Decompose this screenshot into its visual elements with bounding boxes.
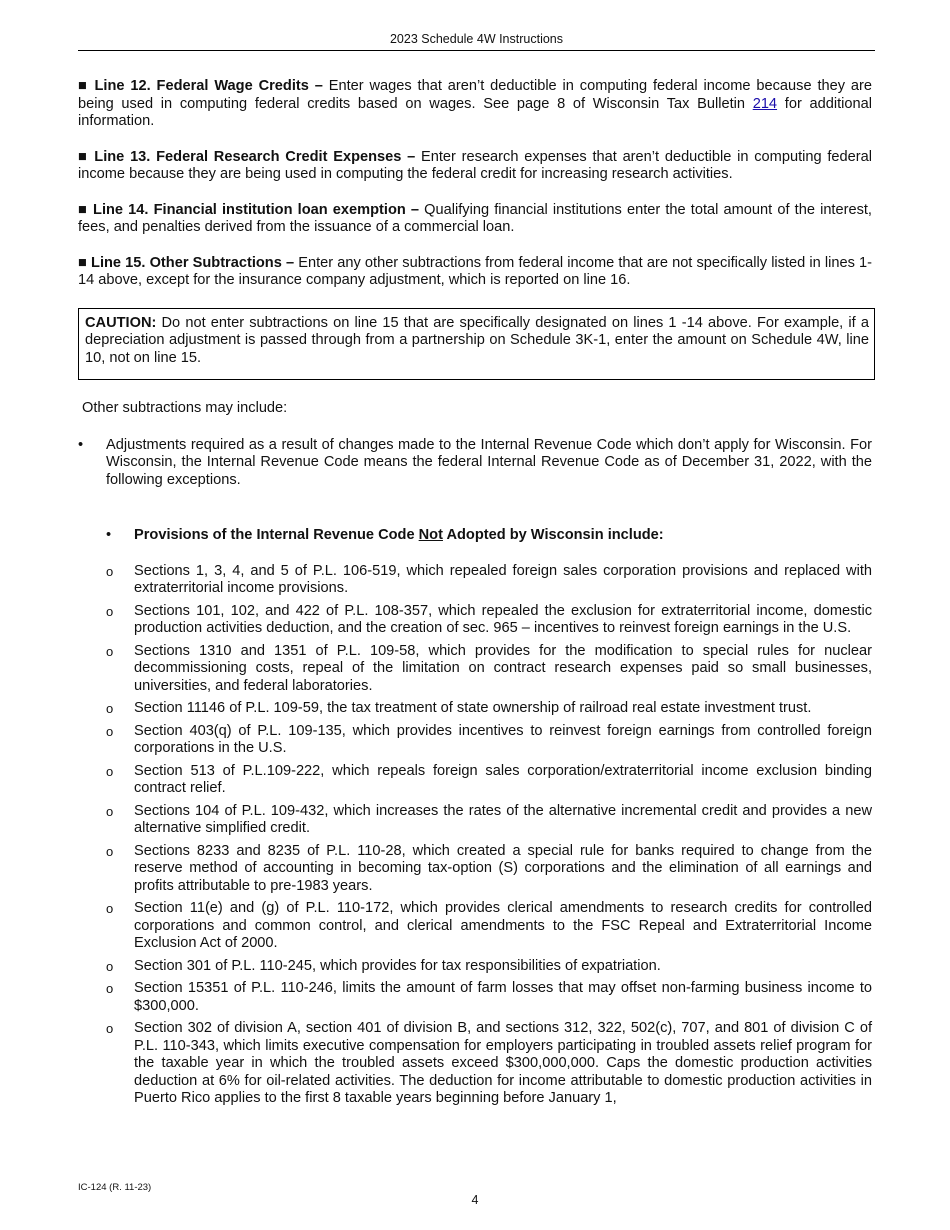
circle-bullet-icon: o (106, 563, 114, 579)
irc-adjustments-bullet (78, 437, 872, 490)
line-12-text: Enter wages that aren’t deductible in computing federal income because they are being used in computing federal credits based on wages. See page 8 of Wisconsin Tax Bulletin (78, 78, 872, 112)
list-item: o Section 301 of P.L. 110-245, which provides for tax responsibilities of expatriation. (106, 957, 661, 974)
other-subtractions-intro: Other subtractions may include: (82, 400, 288, 416)
page-number: 4 (471, 1193, 479, 1207)
circle-bullet-icon: o (106, 1021, 114, 1036)
list-item: o Section 513 of P.L.109-222, which repeals foreign sales corporation/extraterritorial income exclusion binding contract relief. (106, 762, 872, 796)
list-item: o Sections 101, 102, and 422 of P.L. 108-357, which repealed the exclusion for extraterritorial income, domestic production activities deduction, and the creation of sec. 965 – incentives to reinvest foreign earnings in the U.S. (106, 602, 872, 636)
heading-underlined-word: Not (418, 527, 443, 543)
heading-part-1: Provisions of the Internal Revenue Code (134, 527, 419, 543)
bullet-mark: • (78, 436, 84, 453)
bullet-mark: • (106, 527, 112, 543)
caution-label: CAUTION: (85, 314, 157, 331)
line-14-text: Qualifying financial institutions enter the total amount of the interest, fees, and penalties derived from the issuance of a commercial loan. (78, 201, 872, 235)
document-body (78, 78, 872, 1113)
list-item: o Sections 8233 and 8235 of P.L. 110-28, which created a special rule for banks required to change from the reserve method of accounting in becoming tax-option (S) corporations and the elimination of all earnings and profits attributable to pre-1983 years. (106, 842, 872, 894)
caution-box (78, 308, 875, 381)
list-item: o Section 403(q) of P.L. 109-135, which provides incentives to reinvest foreign earnings from controlled foreign corporations in the U.S. (106, 722, 872, 756)
line-14-label: ■ Line 14. Financial institution loan exemption – (78, 201, 420, 218)
list-item: o Section 11146 of P.L. 109-59, the tax treatment of state ownership of railroad real estate investment trust. (106, 700, 812, 716)
not-adopted-heading (78, 527, 872, 545)
tax-bulletin-214-link[interactable]: 214 (752, 95, 778, 112)
circle-bullet-icon: o (106, 901, 114, 916)
line-12-paragraph (78, 78, 872, 131)
line-13-text: Enter research expenses that aren’t deductible in computing federal income because they are being used in computing the federal credit for increasing research activities. (78, 148, 872, 182)
circle-bullet-icon: o (106, 958, 114, 974)
circle-bullet-icon: o (106, 603, 114, 619)
circle-bullet-icon: o (106, 803, 114, 819)
form-id: IC-124 (R. 11-23) (78, 1182, 152, 1193)
list-item: o Sections 1310 and 1351 of P.L. 109-58, which provides for the modification to special rules for nuclear decommissioning costs, repeal of the limitation on contract research expenses paid so small businesses, universities, and federal laboratories. (106, 642, 872, 694)
list-item: o Section 15351 of P.L. 110-246, limits the amount of farm losses that may offset non-farming business income to $300,000. (106, 980, 872, 1014)
list-item: o Section 302 of division A, section 401 of division B, and sections 312, 322, 502(c), 707, and 801 of division C of P.L. 110-343, which limits executive compensation for employers participating in troubled assets relief program for the taxable year in which the troubled assets exceed $300,000,000. Caps the domestic production activities deduction at 6% for oil-related activities. The deduction for income attributable to domestic production activities in Puerto Rico applies to the first 8 taxable years beginning before January 1, (106, 1020, 872, 1106)
line-14-paragraph (78, 202, 872, 237)
line-15-text: Enter any other subtractions from federal income that are not specifically listed in lines 1-14 above, except for the insurance company adjustment, which is reported on line 16. (78, 254, 873, 288)
circle-bullet-icon: o (106, 763, 114, 779)
list-item: o Section 11(e) and (g) of P.L. 110-172, which provides clerical amendments to research credits for controlled corporations and common control, and clerical amendments to the FSC Repeal and Extraterritorial Income Exclusion Act of 2000. (106, 900, 872, 951)
circle-bullet-icon: o (106, 701, 114, 716)
line-13-paragraph (78, 149, 872, 184)
line-15-paragraph (78, 255, 872, 290)
line-12-label: ■ Line 12. Federal Wage Credits – (78, 78, 323, 94)
line-12-text-end: for additional information. (78, 95, 872, 129)
caution-text: Do not enter subtractions on line 15 that are specifically designated on lines 1 -14 above. For example, if a depreciation adjustment is passed through from a partnership on Schedule 3K-1, enter the amount on Schedule 4W, line 10, not on line 15. (85, 314, 869, 366)
heading-part-2: Adopted by Wisconsin include: (442, 527, 664, 543)
provisions-list (78, 563, 872, 1108)
line-15-label: ■ Line 15. Other Subtractions – (78, 254, 295, 271)
list-item: o Sections 1, 3, 4, and 5 of P.L. 106-519, which repealed foreign sales corporation provisions and replaced with extraterritorial income provisions. (106, 562, 872, 596)
page-header: 2023 Schedule 4W Instructions (78, 32, 875, 51)
irc-adjustments-text: Adjustments required as a result of changes made to the Internal Revenue Code which don’t apply for Wisconsin. For Wisconsin, the Internal Revenue Code means the federal Internal Revenue Code as of December 31, 2022, with the following exceptions. (106, 436, 872, 488)
line-13-label: ■ Line 13. Federal Research Credit Expenses – (78, 148, 416, 165)
circle-bullet-icon: o (106, 643, 114, 659)
circle-bullet-icon: o (106, 981, 114, 996)
list-item: o Sections 104 of P.L. 109-432, which increases the rates of the alternative incremental credit and provides a new alternative simplified credit. (106, 802, 872, 836)
circle-bullet-icon: o (106, 723, 114, 739)
circle-bullet-icon: o (106, 843, 114, 859)
